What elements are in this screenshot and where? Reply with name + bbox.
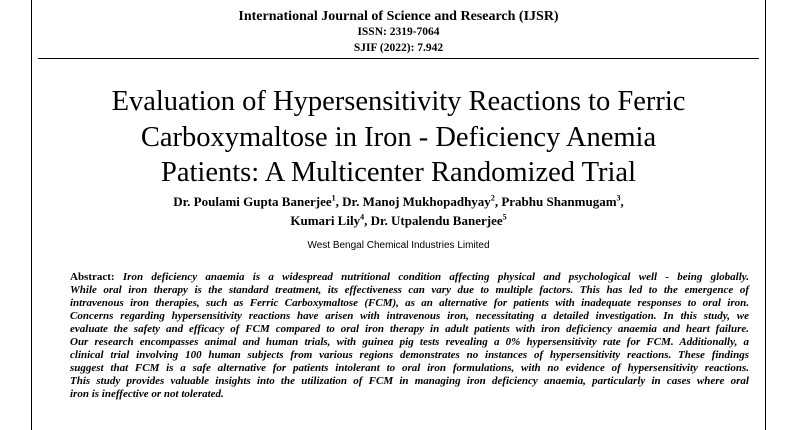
abstract-text: Iron deficiency anaemia is a widespread nutritional condition affecting physical and psychological well - being globally. [122,271,750,283]
author-affiliation-mark: 5 [502,212,507,222]
abstract-line: iron is ineffective or not tolerated. [70,388,224,400]
sjif: SJIF (2022): 7.942 [353,42,444,54]
author-separator: , [335,194,343,209]
issn: ISSN: 2319-7064 [357,26,440,38]
abstract-line: While oral iron therapy is the standard treatment, its effectiveness can vary due to multiple factors. This has led to the emergence of [70,284,749,296]
abstract-line: suggest that FCM is a safe alternative for patients intolerant to oral iron formulations, with no evidence of hypersensitivity reactions. [70,362,749,374]
author-separator: , [620,194,624,209]
abstract-line: Our research encompasses animal and human trials, with guinea pig tests revealing a 0% hypersensitivity rate for FCM. Additionally, a [70,336,749,348]
title-line: Patients: A Multicenter Randomized Trial [161,157,636,189]
author-name: Dr. Manoj Mukhopadhyay [342,194,491,209]
title-line: Carboxymaltose in Iron - Deficiency Anemia [140,121,657,153]
author-affiliation-mark: 1 [331,193,336,203]
paper-title [40,84,757,191]
journal-name: International Journal of Science and Research (IJSR) [238,9,559,24]
author-line [0,192,797,211]
author-name: Kumari Lily [290,213,361,228]
author-affiliation-mark: 4 [360,212,365,222]
author-line [0,211,797,230]
author-affiliation-mark: 2 [490,193,495,203]
author-affiliation-mark: 3 [616,193,621,203]
author-separator: , [364,213,371,228]
abstract-label: Abstract: [70,271,115,283]
abstract-line [70,271,749,284]
abstract-line: clinical trial involving 100 human subjects from various regions demonstrates no instances of hypersensitivity reactions. These findings [70,349,749,361]
author-name: Prabhu Shanmugam [501,194,617,209]
abstract [70,271,749,401]
author-list [0,192,797,230]
author-separator: , [494,194,502,209]
abstract-line: intravenous iron therapies, such as Ferric Carboxymaltose (FCM), as an alternative for patients with inadequate responses to oral iron. [70,297,749,309]
abstract-line: This study provides valuable insights into the utilization of FCM in managing iron deficiency anaemia, particularly in cases where oral [70,375,749,387]
header-rule [38,58,759,59]
title-line: Evaluation of Hypersensitivity Reactions to Ferric [111,86,686,118]
abstract-line: Concerns regarding hypersensitivity reactions have arisen with intravenous iron, necessitating a detailed investigation. In this study, we [70,310,749,322]
author-name: Dr. Poulami Gupta Banerjee [173,194,332,209]
author-name: Dr. Utpalendu Banerjee [370,213,503,228]
affiliation: West Bengal Chemical Industries Limited [307,240,490,251]
abstract-line: evaluate the safety and efficacy of FCM compared to oral iron therapy in adult patients with iron deficiency anaemia and heart failure. [70,323,749,335]
